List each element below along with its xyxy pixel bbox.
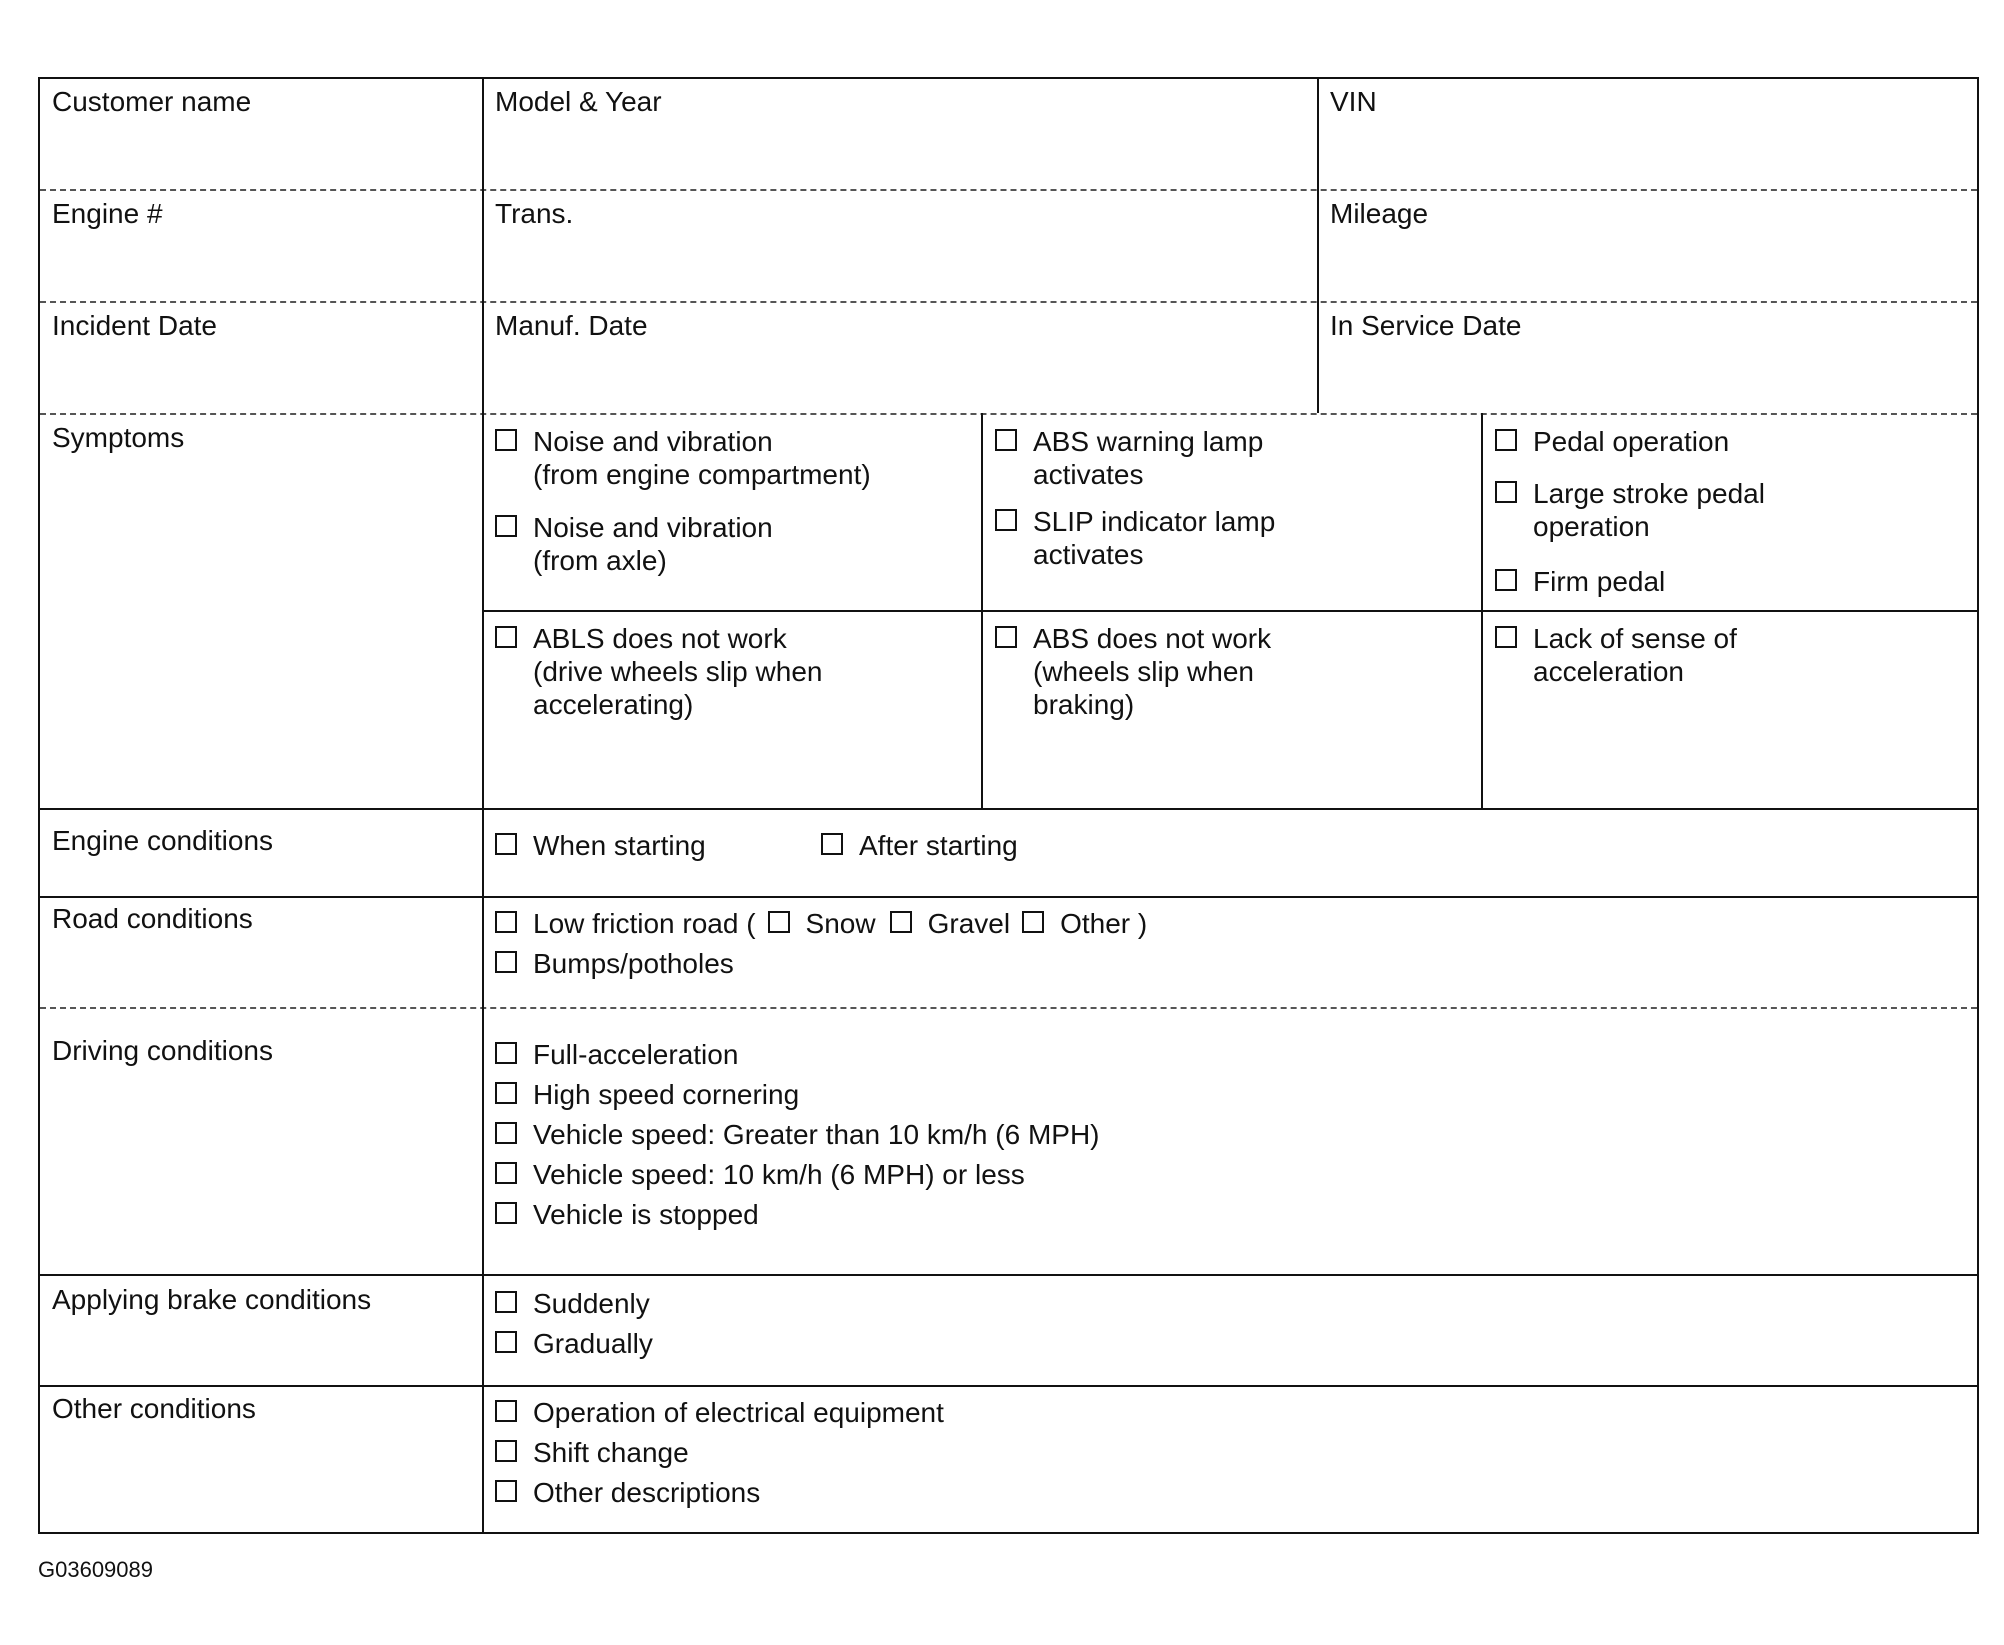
checkbox[interactable] [821, 833, 843, 855]
checkbox[interactable] [495, 1082, 517, 1104]
road-conditions-label: Road conditions [52, 903, 253, 934]
row-divider [40, 808, 1977, 810]
engine-conditions-label: Engine conditions [52, 825, 274, 856]
incident-date-label: Incident Date [52, 310, 217, 341]
row-divider [40, 189, 1977, 191]
manuf-date-label: Manuf. Date [495, 310, 648, 341]
row-divider [40, 1385, 1977, 1387]
low-friction-option[interactable] [495, 907, 756, 940]
checkbox[interactable] [1022, 911, 1044, 933]
option-label: Other descriptions [533, 1477, 761, 1508]
option-label: Suddenly [533, 1288, 650, 1319]
in-service-date-label: In Service Date [1330, 310, 1522, 341]
option-label: Noise and vibration [533, 512, 773, 543]
option-label: Pedal operation [1533, 426, 1730, 457]
checkbox[interactable] [495, 951, 517, 973]
option-label: Lack of sense of [1533, 623, 1737, 654]
driving-option[interactable] [495, 1038, 738, 1071]
symptom-pedal-operation-option[interactable] [1495, 425, 1729, 458]
option-label: When starting [533, 830, 706, 861]
checkbox[interactable] [995, 626, 1017, 648]
checkbox[interactable] [495, 833, 517, 855]
engine-after-starting-option[interactable] [821, 829, 1018, 862]
symptoms-label: Symptoms [52, 422, 185, 453]
option-label: activates [1033, 539, 1144, 570]
snow-option[interactable] [768, 907, 876, 940]
symptom-noise-engine-option[interactable] [495, 425, 871, 491]
other-option[interactable] [495, 1476, 760, 1509]
checkbox[interactable] [495, 1291, 517, 1313]
column-divider [981, 413, 983, 808]
driving-conditions-label: Driving conditions [52, 1035, 273, 1066]
driving-option[interactable] [495, 1078, 799, 1111]
option-label: (from axle) [533, 545, 667, 576]
checkbox[interactable] [495, 429, 517, 451]
symptom-noise-axle-option[interactable] [495, 511, 773, 577]
option-label: ABS warning lamp [1033, 426, 1264, 457]
option-label: Low friction road ( [533, 908, 756, 939]
customer-name-label: Customer name [52, 86, 252, 117]
brake-option[interactable] [495, 1287, 650, 1320]
vin-label: VIN [1330, 86, 1377, 117]
option-label: High speed cornering [533, 1079, 800, 1110]
other-option[interactable] [495, 1396, 944, 1429]
column-divider [482, 79, 484, 1532]
trans-label: Trans. [495, 198, 574, 229]
bumps-potholes-option[interactable] [495, 947, 734, 980]
engine-when-starting-option[interactable] [495, 829, 706, 862]
option-label: acceleration [1533, 656, 1684, 687]
checkbox[interactable] [495, 1122, 517, 1144]
option-label: Shift change [533, 1437, 689, 1468]
driving-option[interactable] [495, 1118, 1100, 1151]
option-label: Vehicle speed: 10 km/h (6 MPH) or less [533, 1159, 1025, 1190]
option-label: Other ) [1060, 908, 1148, 939]
column-divider [1481, 413, 1483, 808]
option-label: Snow [805, 908, 876, 939]
symptom-large-stroke-option[interactable] [1495, 477, 1765, 543]
option-label: Gradually [533, 1328, 653, 1359]
option-label: Vehicle speed: Greater than 10 km/h (6 MPH) [533, 1119, 1100, 1150]
column-divider [1317, 79, 1319, 413]
checkbox[interactable] [495, 515, 517, 537]
checkbox[interactable] [995, 429, 1017, 451]
option-label: (wheels slip when [1033, 656, 1254, 687]
row-divider [40, 1274, 1977, 1276]
option-label: Firm pedal [1533, 566, 1666, 597]
option-label: SLIP indicator lamp [1033, 506, 1276, 537]
row-divider [40, 413, 1977, 415]
checkbox[interactable] [495, 1202, 517, 1224]
checkbox[interactable] [1495, 569, 1517, 591]
checkbox[interactable] [495, 1042, 517, 1064]
symptom-abs-warning-option[interactable] [995, 425, 1263, 491]
other-road-option[interactable] [1022, 907, 1147, 940]
driving-option[interactable] [495, 1198, 759, 1231]
option-label: accelerating) [533, 689, 694, 720]
symptom-lack-acceleration-option[interactable] [1495, 622, 1737, 688]
checkbox[interactable] [495, 1440, 517, 1462]
option-label: ABLS does not work [533, 623, 787, 654]
option-label: Bumps/potholes [533, 948, 734, 979]
checkbox[interactable] [495, 1480, 517, 1502]
option-label: Vehicle is stopped [533, 1199, 759, 1230]
checkbox[interactable] [495, 911, 517, 933]
option-label: Operation of electrical equipment [533, 1397, 944, 1428]
brake-conditions-label: Applying brake conditions [52, 1284, 372, 1315]
row-divider [40, 301, 1977, 303]
option-label: Gravel [927, 908, 1011, 939]
row-divider [40, 1007, 1977, 1009]
model-year-label: Model & Year [495, 86, 662, 117]
diagnosis-form [38, 77, 1979, 1534]
engine-number-label: Engine # [52, 198, 163, 229]
symptom-abs-not-work-option[interactable] [995, 622, 1271, 721]
low-friction-row [495, 907, 1147, 940]
other-option[interactable] [495, 1436, 689, 1469]
option-label: braking) [1033, 689, 1135, 720]
row-divider [40, 896, 1977, 898]
gravel-option[interactable] [890, 907, 1010, 940]
option-label: Large stroke pedal [1533, 478, 1765, 509]
checkbox[interactable] [1495, 481, 1517, 503]
checkbox[interactable] [890, 911, 912, 933]
checkbox[interactable] [768, 911, 790, 933]
checkbox[interactable] [495, 1162, 517, 1184]
symptoms-divider [482, 610, 1979, 612]
option-label: operation [1533, 511, 1650, 542]
checkbox[interactable] [495, 626, 517, 648]
checkbox[interactable] [495, 1400, 517, 1422]
option-label: (from engine compartment) [533, 459, 871, 490]
brake-option[interactable] [495, 1327, 653, 1360]
mileage-label: Mileage [1330, 198, 1429, 229]
checkbox[interactable] [495, 1331, 517, 1353]
checkbox[interactable] [1495, 626, 1517, 648]
option-label: Full-acceleration [533, 1039, 739, 1070]
other-conditions-label: Other conditions [52, 1393, 256, 1424]
symptom-firm-pedal-option[interactable] [1495, 565, 1665, 598]
option-label: Noise and vibration [533, 426, 773, 457]
symptom-slip-indicator-option[interactable] [995, 505, 1275, 571]
checkbox[interactable] [1495, 429, 1517, 451]
symptom-abls-option[interactable] [495, 622, 822, 721]
option-label: (drive wheels slip when [533, 656, 823, 687]
option-label: activates [1033, 459, 1144, 490]
driving-option[interactable] [495, 1158, 1025, 1191]
option-label: After starting [859, 830, 1018, 861]
checkbox[interactable] [995, 509, 1017, 531]
option-label: ABS does not work [1033, 623, 1272, 654]
figure-code: G03609089 [38, 1557, 153, 1582]
